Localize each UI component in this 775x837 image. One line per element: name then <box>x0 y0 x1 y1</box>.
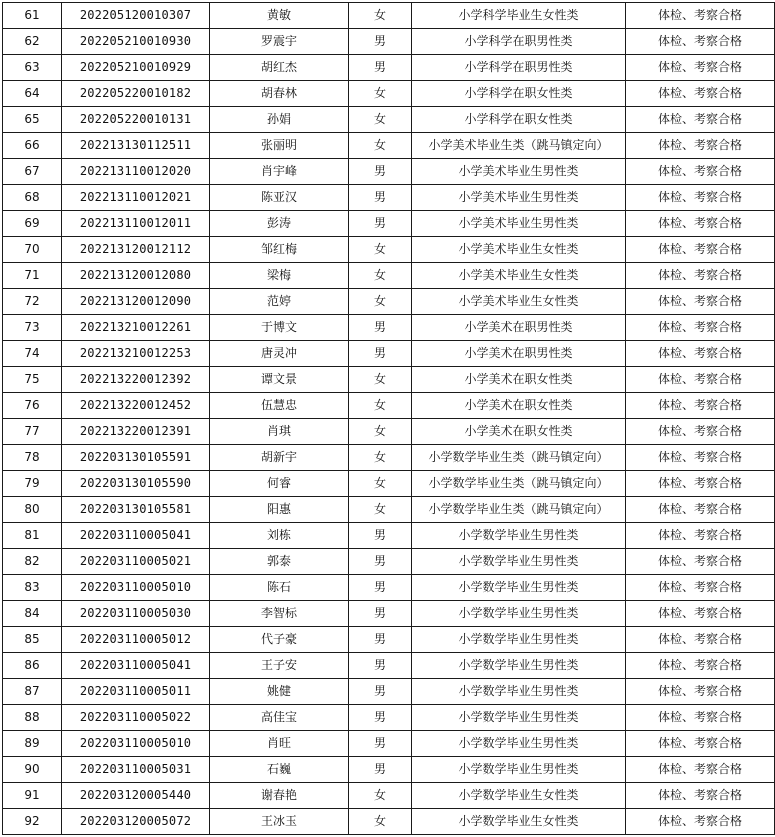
row-number-cell: 70 <box>3 237 62 263</box>
exam-id-cell: 202203120005072 <box>62 809 210 835</box>
exam-id-cell: 202203110005010 <box>62 575 210 601</box>
exam-id-cell: 202203110005010 <box>62 731 210 757</box>
candidate-name-cell: 阳惠 <box>210 497 349 523</box>
row-number-cell: 67 <box>3 159 62 185</box>
result-status-cell: 体检、考察合格 <box>626 627 775 653</box>
gender-cell: 男 <box>349 653 412 679</box>
gender-cell: 女 <box>349 497 412 523</box>
gender-cell: 男 <box>349 549 412 575</box>
position-category-cell: 小学美术在职男性类 <box>412 341 626 367</box>
position-category-cell: 小学数学毕业生类（跳马镇定向） <box>412 497 626 523</box>
position-category-cell: 小学美术毕业生男性类 <box>412 211 626 237</box>
result-status-cell: 体检、考察合格 <box>626 679 775 705</box>
exam-id-cell: 202203120005440 <box>62 783 210 809</box>
gender-cell: 男 <box>349 341 412 367</box>
result-status-cell: 体检、考察合格 <box>626 601 775 627</box>
candidate-name-cell: 伍慧忠 <box>210 393 349 419</box>
candidate-name-cell: 高佳宝 <box>210 705 349 731</box>
table-row <box>3 3 775 29</box>
table-row <box>3 523 775 549</box>
candidate-name-cell: 罗震宇 <box>210 29 349 55</box>
table-row <box>3 419 775 445</box>
row-number-cell: 61 <box>3 3 62 29</box>
exam-id-cell: 202213120012080 <box>62 263 210 289</box>
table-row <box>3 575 775 601</box>
gender-cell: 女 <box>349 133 412 159</box>
gender-cell: 男 <box>349 627 412 653</box>
position-category-cell: 小学数学毕业生男性类 <box>412 705 626 731</box>
row-number-cell: 83 <box>3 575 62 601</box>
result-status-cell: 体检、考察合格 <box>626 809 775 835</box>
table-row <box>3 601 775 627</box>
result-status-cell: 体检、考察合格 <box>626 341 775 367</box>
gender-cell: 男 <box>349 315 412 341</box>
table-row <box>3 185 775 211</box>
gender-cell: 男 <box>349 185 412 211</box>
position-category-cell: 小学科学在职男性类 <box>412 55 626 81</box>
row-number-cell: 86 <box>3 653 62 679</box>
exam-id-cell: 202213210012261 <box>62 315 210 341</box>
gender-cell: 女 <box>349 783 412 809</box>
exam-id-cell: 202205220010131 <box>62 107 210 133</box>
table-row <box>3 705 775 731</box>
exam-id-cell: 202205210010929 <box>62 55 210 81</box>
result-status-cell: 体检、考察合格 <box>626 419 775 445</box>
row-number-cell: 79 <box>3 471 62 497</box>
gender-cell: 男 <box>349 211 412 237</box>
row-number-cell: 84 <box>3 601 62 627</box>
row-number-cell: 89 <box>3 731 62 757</box>
exam-id-cell: 202203110005041 <box>62 523 210 549</box>
exam-id-cell: 202213220012391 <box>62 419 210 445</box>
position-category-cell: 小学美术在职女性类 <box>412 367 626 393</box>
position-category-cell: 小学美术毕业生类（跳马镇定向） <box>412 133 626 159</box>
position-category-cell: 小学数学毕业生类（跳马镇定向） <box>412 445 626 471</box>
table-row <box>3 211 775 237</box>
table-row <box>3 445 775 471</box>
position-category-cell: 小学数学毕业生男性类 <box>412 601 626 627</box>
result-status-cell: 体检、考察合格 <box>626 3 775 29</box>
result-status-cell: 体检、考察合格 <box>626 237 775 263</box>
gender-cell: 女 <box>349 367 412 393</box>
candidate-name-cell: 姚健 <box>210 679 349 705</box>
exam-id-cell: 202205210010930 <box>62 29 210 55</box>
exam-id-cell: 202203110005041 <box>62 653 210 679</box>
table-row <box>3 81 775 107</box>
result-status-cell: 体检、考察合格 <box>626 393 775 419</box>
result-status-cell: 体检、考察合格 <box>626 445 775 471</box>
table-row <box>3 809 775 835</box>
position-category-cell: 小学美术毕业生男性类 <box>412 185 626 211</box>
candidate-name-cell: 孙娟 <box>210 107 349 133</box>
table-row <box>3 367 775 393</box>
gender-cell: 女 <box>349 107 412 133</box>
exam-id-cell: 202213210012253 <box>62 341 210 367</box>
position-category-cell: 小学美术毕业生女性类 <box>412 263 626 289</box>
position-category-cell: 小学美术毕业生女性类 <box>412 289 626 315</box>
result-status-cell: 体检、考察合格 <box>626 497 775 523</box>
candidate-name-cell: 王冰玉 <box>210 809 349 835</box>
gender-cell: 男 <box>349 705 412 731</box>
position-category-cell: 小学科学毕业生女性类 <box>412 3 626 29</box>
row-number-cell: 77 <box>3 419 62 445</box>
gender-cell: 男 <box>349 159 412 185</box>
gender-cell: 男 <box>349 601 412 627</box>
candidate-name-cell: 王子安 <box>210 653 349 679</box>
position-category-cell: 小学科学在职男性类 <box>412 29 626 55</box>
exam-id-cell: 202213110012011 <box>62 211 210 237</box>
row-number-cell: 65 <box>3 107 62 133</box>
candidate-name-cell: 谭文景 <box>210 367 349 393</box>
table-row <box>3 289 775 315</box>
row-number-cell: 69 <box>3 211 62 237</box>
result-status-cell: 体检、考察合格 <box>626 731 775 757</box>
position-category-cell: 小学美术在职女性类 <box>412 419 626 445</box>
position-category-cell: 小学数学毕业生男性类 <box>412 653 626 679</box>
table-row <box>3 627 775 653</box>
exam-id-cell: 202203130105590 <box>62 471 210 497</box>
candidate-name-cell: 黄敏 <box>210 3 349 29</box>
candidate-name-cell: 胡春林 <box>210 81 349 107</box>
table-row <box>3 471 775 497</box>
result-status-cell: 体检、考察合格 <box>626 81 775 107</box>
exam-id-cell: 202203110005021 <box>62 549 210 575</box>
exam-id-cell: 202203110005012 <box>62 627 210 653</box>
position-category-cell: 小学数学毕业生男性类 <box>412 627 626 653</box>
exam-id-cell: 202203110005022 <box>62 705 210 731</box>
candidate-name-cell: 邹红梅 <box>210 237 349 263</box>
row-number-cell: 82 <box>3 549 62 575</box>
row-number-cell: 75 <box>3 367 62 393</box>
result-status-cell: 体检、考察合格 <box>626 185 775 211</box>
row-number-cell: 76 <box>3 393 62 419</box>
position-category-cell: 小学数学毕业生男性类 <box>412 575 626 601</box>
candidate-name-cell: 郭泰 <box>210 549 349 575</box>
gender-cell: 女 <box>349 419 412 445</box>
exam-id-cell: 202213130112511 <box>62 133 210 159</box>
result-status-cell: 体检、考察合格 <box>626 133 775 159</box>
gender-cell: 女 <box>349 393 412 419</box>
exam-id-cell: 202213220012392 <box>62 367 210 393</box>
row-number-cell: 92 <box>3 809 62 835</box>
row-number-cell: 72 <box>3 289 62 315</box>
candidate-name-cell: 陈石 <box>210 575 349 601</box>
gender-cell: 男 <box>349 679 412 705</box>
candidate-name-cell: 谢春艳 <box>210 783 349 809</box>
position-category-cell: 小学数学毕业生女性类 <box>412 809 626 835</box>
exam-id-cell: 202203110005030 <box>62 601 210 627</box>
table-row <box>3 393 775 419</box>
exam-id-cell: 202203130105581 <box>62 497 210 523</box>
result-status-cell: 体检、考察合格 <box>626 55 775 81</box>
gender-cell: 男 <box>349 757 412 783</box>
candidate-name-cell: 陈亚汉 <box>210 185 349 211</box>
candidate-name-cell: 代子豪 <box>210 627 349 653</box>
position-category-cell: 小学数学毕业生男性类 <box>412 679 626 705</box>
candidate-name-cell: 肖宇峰 <box>210 159 349 185</box>
candidate-name-cell: 张丽明 <box>210 133 349 159</box>
table-row <box>3 679 775 705</box>
row-number-cell: 80 <box>3 497 62 523</box>
gender-cell: 男 <box>349 55 412 81</box>
candidate-name-cell: 于博文 <box>210 315 349 341</box>
row-number-cell: 74 <box>3 341 62 367</box>
candidate-name-cell: 肖琪 <box>210 419 349 445</box>
result-status-cell: 体检、考察合格 <box>626 757 775 783</box>
result-status-cell: 体检、考察合格 <box>626 263 775 289</box>
table-row <box>3 55 775 81</box>
candidate-name-cell: 范婷 <box>210 289 349 315</box>
position-category-cell: 小学数学毕业生男性类 <box>412 549 626 575</box>
position-category-cell: 小学美术在职男性类 <box>412 315 626 341</box>
position-category-cell: 小学科学在职女性类 <box>412 81 626 107</box>
results-table <box>2 2 775 835</box>
row-number-cell: 68 <box>3 185 62 211</box>
result-status-cell: 体检、考察合格 <box>626 523 775 549</box>
exam-id-cell: 202203110005011 <box>62 679 210 705</box>
exam-id-cell: 202213120012112 <box>62 237 210 263</box>
exam-id-cell: 202213220012452 <box>62 393 210 419</box>
table-row <box>3 731 775 757</box>
gender-cell: 男 <box>349 731 412 757</box>
gender-cell: 女 <box>349 263 412 289</box>
exam-id-cell: 202213120012090 <box>62 289 210 315</box>
exam-id-cell: 202205220010182 <box>62 81 210 107</box>
position-category-cell: 小学数学毕业生男性类 <box>412 757 626 783</box>
gender-cell: 男 <box>349 523 412 549</box>
table-row <box>3 653 775 679</box>
position-category-cell: 小学数学毕业生类（跳马镇定向） <box>412 471 626 497</box>
gender-cell: 女 <box>349 809 412 835</box>
candidate-name-cell: 胡新宇 <box>210 445 349 471</box>
table-row <box>3 341 775 367</box>
result-status-cell: 体检、考察合格 <box>626 315 775 341</box>
candidate-name-cell: 彭涛 <box>210 211 349 237</box>
position-category-cell: 小学数学毕业生男性类 <box>412 523 626 549</box>
gender-cell: 男 <box>349 575 412 601</box>
result-status-cell: 体检、考察合格 <box>626 29 775 55</box>
row-number-cell: 78 <box>3 445 62 471</box>
table-row <box>3 757 775 783</box>
candidate-name-cell: 梁梅 <box>210 263 349 289</box>
table-row <box>3 315 775 341</box>
row-number-cell: 73 <box>3 315 62 341</box>
position-category-cell: 小学数学毕业生女性类 <box>412 783 626 809</box>
result-status-cell: 体检、考察合格 <box>626 549 775 575</box>
row-number-cell: 62 <box>3 29 62 55</box>
result-status-cell: 体检、考察合格 <box>626 289 775 315</box>
exam-id-cell: 202205120010307 <box>62 3 210 29</box>
position-category-cell: 小学数学毕业生男性类 <box>412 731 626 757</box>
exam-id-cell: 202213110012021 <box>62 185 210 211</box>
table-row <box>3 133 775 159</box>
table-row <box>3 237 775 263</box>
row-number-cell: 81 <box>3 523 62 549</box>
candidate-name-cell: 肖旺 <box>210 731 349 757</box>
exam-id-cell: 202203130105591 <box>62 445 210 471</box>
position-category-cell: 小学美术毕业生男性类 <box>412 159 626 185</box>
result-status-cell: 体检、考察合格 <box>626 159 775 185</box>
gender-cell: 女 <box>349 237 412 263</box>
gender-cell: 女 <box>349 81 412 107</box>
row-number-cell: 63 <box>3 55 62 81</box>
gender-cell: 女 <box>349 471 412 497</box>
result-status-cell: 体检、考察合格 <box>626 705 775 731</box>
exam-id-cell: 202203110005031 <box>62 757 210 783</box>
results-table-body <box>3 3 775 835</box>
row-number-cell: 91 <box>3 783 62 809</box>
candidate-name-cell: 胡红杰 <box>210 55 349 81</box>
row-number-cell: 90 <box>3 757 62 783</box>
table-row <box>3 29 775 55</box>
row-number-cell: 64 <box>3 81 62 107</box>
row-number-cell: 87 <box>3 679 62 705</box>
row-number-cell: 88 <box>3 705 62 731</box>
result-status-cell: 体检、考察合格 <box>626 367 775 393</box>
result-status-cell: 体检、考察合格 <box>626 653 775 679</box>
table-row <box>3 159 775 185</box>
table-row <box>3 783 775 809</box>
result-status-cell: 体检、考察合格 <box>626 471 775 497</box>
result-status-cell: 体检、考察合格 <box>626 783 775 809</box>
result-status-cell: 体检、考察合格 <box>626 107 775 133</box>
row-number-cell: 85 <box>3 627 62 653</box>
candidate-name-cell: 何睿 <box>210 471 349 497</box>
table-row <box>3 497 775 523</box>
exam-id-cell: 202213110012020 <box>62 159 210 185</box>
row-number-cell: 71 <box>3 263 62 289</box>
table-row <box>3 107 775 133</box>
result-status-cell: 体检、考察合格 <box>626 211 775 237</box>
gender-cell: 女 <box>349 289 412 315</box>
candidate-name-cell: 唐灵冲 <box>210 341 349 367</box>
gender-cell: 男 <box>349 29 412 55</box>
candidate-name-cell: 李智标 <box>210 601 349 627</box>
position-category-cell: 小学美术在职女性类 <box>412 393 626 419</box>
position-category-cell: 小学科学在职女性类 <box>412 107 626 133</box>
position-category-cell: 小学美术毕业生女性类 <box>412 237 626 263</box>
table-row <box>3 263 775 289</box>
table-row <box>3 549 775 575</box>
gender-cell: 女 <box>349 445 412 471</box>
candidate-name-cell: 石巍 <box>210 757 349 783</box>
row-number-cell: 66 <box>3 133 62 159</box>
candidate-name-cell: 刘栋 <box>210 523 349 549</box>
gender-cell: 女 <box>349 3 412 29</box>
result-status-cell: 体检、考察合格 <box>626 575 775 601</box>
